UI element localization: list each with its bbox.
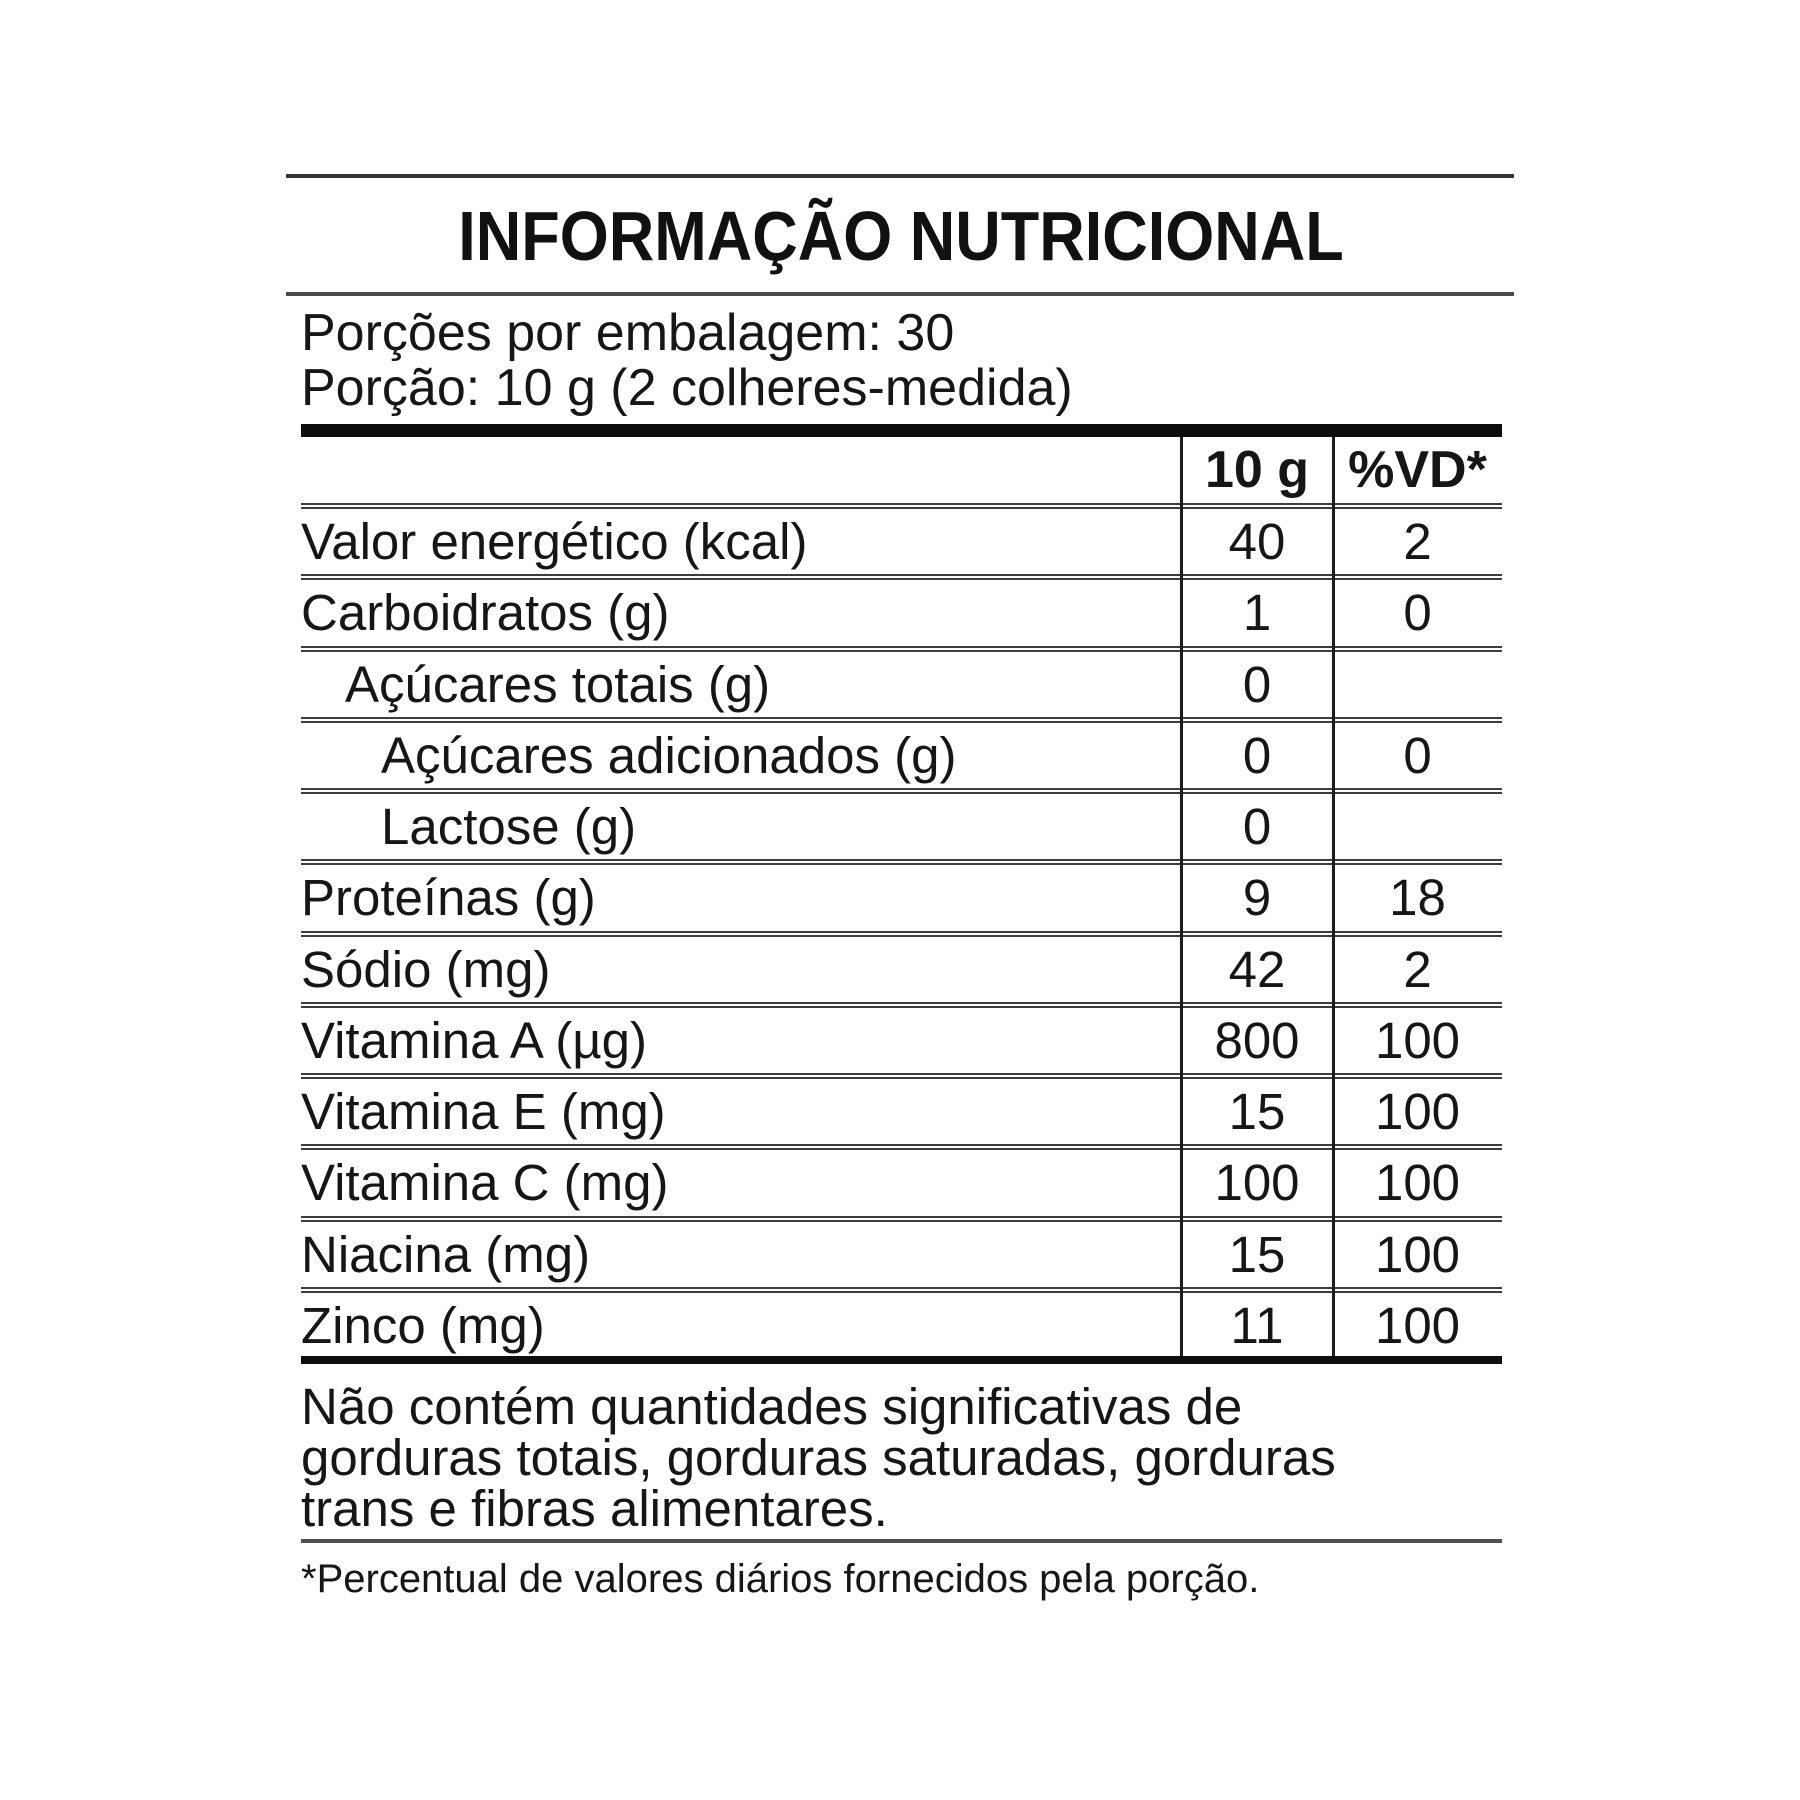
- row-label: Sódio (mg): [301, 940, 551, 998]
- amount-cell: 42: [1228, 940, 1286, 998]
- table-row-vitamina-a: [301, 1002, 1502, 1073]
- row-label: Vitamina A (µg): [301, 1011, 647, 1069]
- column-divider-amount: [1180, 437, 1183, 1358]
- header-dv-cell: %VD*: [1348, 441, 1487, 499]
- table-row-carboidratos: [301, 574, 1502, 645]
- table-row-acucares-adicionados: [301, 717, 1502, 788]
- table-row-proteinas: [301, 859, 1502, 930]
- amount-cell: 15: [1228, 1083, 1286, 1141]
- row-label: Carboidratos (g): [301, 584, 670, 642]
- row-label: Vitamina E (mg): [301, 1083, 666, 1141]
- table-row-sodio: [301, 931, 1502, 1002]
- dv-cell: 2: [1403, 513, 1432, 571]
- insignificant-amounts-note: [301, 1378, 1336, 1537]
- dv-cell: 100: [1374, 1011, 1461, 1069]
- column-divider-dv: [1332, 437, 1335, 1358]
- serving-size: Porção: 10 g (2 colheres-medida): [301, 359, 1073, 417]
- serving-info: [301, 306, 1073, 416]
- row-label: Zinco (mg): [301, 1296, 545, 1354]
- row-label: Proteínas (g): [301, 869, 596, 927]
- amount-cell: 0: [1242, 726, 1272, 784]
- amount-cell: 800: [1214, 1011, 1300, 1069]
- dv-cell: 100: [1374, 1225, 1461, 1283]
- page-title: INFORMAÇÃO NUTRICIONAL: [458, 197, 1344, 275]
- header-thick-bar: [301, 424, 1502, 437]
- footnote-divider: [301, 1539, 1502, 1543]
- dv-cell: 0: [1403, 726, 1432, 784]
- row-label: Açúcares adicionados (g): [381, 726, 957, 784]
- row-label: Niacina (mg): [301, 1225, 591, 1283]
- table-row-valor-energetico: [301, 503, 1502, 574]
- row-label: Açúcares totais (g): [345, 655, 771, 713]
- title-divider: [286, 292, 1514, 296]
- dv-cell: 100: [1374, 1083, 1461, 1141]
- table-row-vitamina-c: [301, 1144, 1502, 1215]
- table-header-row: [301, 437, 1502, 503]
- table-bottom-bar: [301, 1356, 1502, 1364]
- note-line: trans e fibras alimentares.: [301, 1480, 888, 1537]
- row-label: Vitamina C (mg): [301, 1154, 669, 1212]
- amount-cell: 0: [1242, 655, 1272, 713]
- note-line: Não contém quantidades significativas de: [301, 1378, 1243, 1435]
- header-amount-cell: 10 g: [1204, 441, 1310, 499]
- dv-cell: 100: [1374, 1154, 1461, 1212]
- amount-cell: 100: [1214, 1154, 1300, 1212]
- top-divider: [286, 174, 1514, 178]
- dv-cell: 18: [1389, 869, 1446, 927]
- dv-cell: 100: [1374, 1296, 1461, 1354]
- table-row-niacina: [301, 1216, 1502, 1287]
- amount-cell: 11: [1230, 1296, 1284, 1354]
- table-row-vitamina-e: [301, 1073, 1502, 1144]
- nutrition-table: [301, 437, 1502, 1358]
- table-row-acucares-totais: [301, 646, 1502, 717]
- row-label: Lactose (g): [381, 798, 637, 856]
- dv-cell: 0: [1403, 584, 1432, 642]
- amount-cell: 0: [1242, 798, 1272, 856]
- dv-cell: 2: [1403, 940, 1432, 998]
- table-row-lactose: [301, 788, 1502, 859]
- servings-per-package: Porções por embalagem: 30: [301, 304, 955, 362]
- amount-cell: 40: [1228, 513, 1286, 571]
- amount-cell: 1: [1242, 584, 1272, 642]
- daily-values-footnote: *Percentual de valores diários fornecidos pela porção.: [301, 1557, 1260, 1601]
- row-label: Valor energético (kcal): [301, 513, 808, 571]
- amount-cell: 15: [1228, 1225, 1286, 1283]
- amount-cell: 9: [1242, 869, 1272, 927]
- note-line: gorduras totais, gorduras saturadas, gorduras: [301, 1429, 1336, 1486]
- table-row-zinco: [301, 1287, 1502, 1358]
